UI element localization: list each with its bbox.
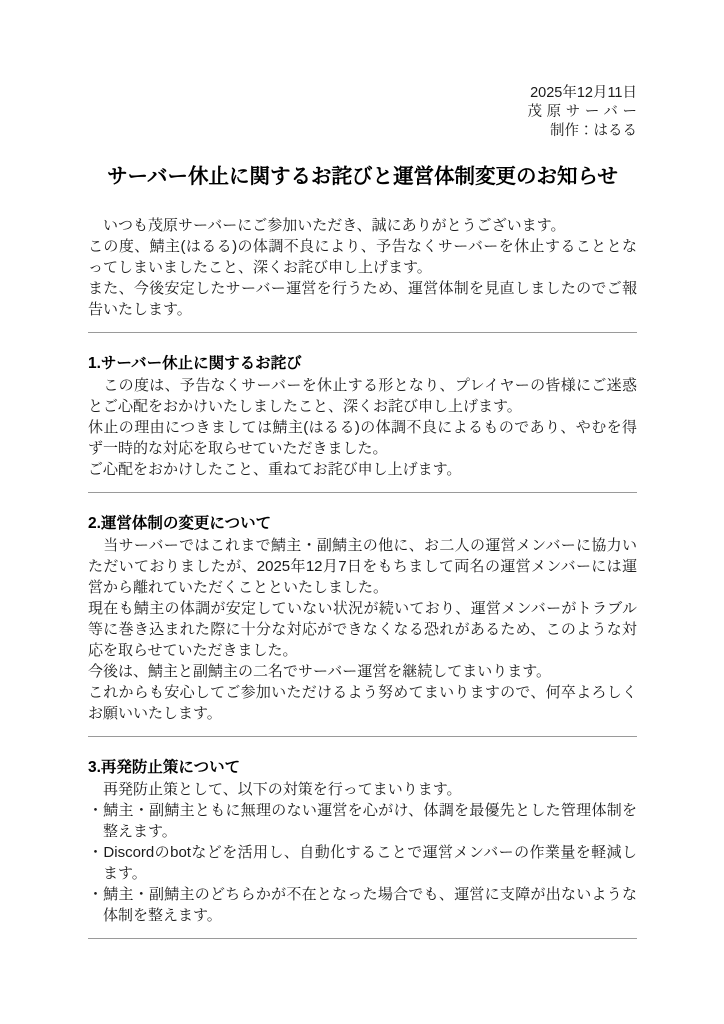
bullet-item: ・Discordのbotなどを活用し、自動化することで運営メンバーの作業量を軽減します。: [88, 844, 637, 882]
section-2-heading: 2.運営体制の変更について: [88, 515, 272, 532]
intro-paragraph: また、今後安定したサーバー運営を行うため、運営体制を見直しましたのでご報告いたします。: [88, 280, 637, 318]
bullet-item: ・鯖主・副鯖主のどちらかが不在となった場合でも、運営に支障が出ないような体制を整えます。: [88, 886, 637, 924]
paragraph: 休止の理由につきましては鯖主(はるる)の体調不良によるものであり、やむを得ず一時的な対応を取らせていただきました。: [88, 419, 637, 457]
server-name-text: 茂原サーバー: [527, 104, 642, 120]
section-management-change: [88, 513, 637, 724]
intro-section: [88, 215, 637, 320]
author-text: 制作：はるる: [550, 123, 637, 139]
section-divider: [88, 492, 637, 493]
paragraph: 現在も鯖主の体調が安定していない状況が続いており、運営メンバーがトラブル等に巻き込まれた際に十分な対応ができなくなる恐れがあるため、このような対応を取らせていただきました。: [88, 600, 637, 659]
paragraph: 今後は、鯖主と副鯖主の二名でサーバー運営を継続してまいります。: [88, 663, 552, 680]
intro-paragraph: いつも茂原サーバーにご参加いただき、誠にありがとうございます。: [88, 217, 566, 234]
section-apology: [88, 353, 637, 480]
section-divider: [88, 938, 637, 939]
paragraph: これからも安心してご参加いただけるよう努めてまいりますので、何卒よろしくお願いいたします。: [88, 684, 637, 722]
date-text: 2025年12月11日: [530, 85, 637, 101]
section-divider: [88, 736, 637, 737]
section-prevention-measures: [88, 757, 637, 926]
paragraph: 当サーバーではこれまで鯖主・副鯖主の他に、お二人の運営メンバーに協力いただいておりましたが、2025年12月7日をもちまして両名の運営メンバーには運営から離れていただくことといたしました。: [88, 537, 637, 596]
bullet-item: ・鯖主・副鯖主ともに無理のない運営を心がけ、体調を最優先とした管理体制を整えます。: [88, 802, 637, 840]
section-1-heading: 1.サーバー休止に関するお詫び: [88, 355, 302, 372]
paragraph: ご心配をおかけしたこと、重ねてお詫び申し上げます。: [88, 461, 462, 478]
section-3-heading: 3.再発防止策について: [88, 759, 241, 776]
paragraph: 再発防止策として、以下の対策を行ってまいります。: [88, 781, 462, 798]
intro-paragraph: この度、鯖主(はるる)の体調不良により、予告なくサーバーを休止することとなってしまいましたこと、深くお詫び申し上げます。: [88, 238, 637, 276]
section-divider: [88, 332, 637, 333]
document-header: [88, 0, 642, 141]
paragraph: この度は、予告なくサーバーを休止する形となり、プレイヤーの皆様にご迷惑とご心配をおかけいたしましたこと、深くお詫び申し上げます。: [88, 377, 637, 415]
page-title: サーバー休止に関するお詫びと運営体制変更のお知らせ: [107, 165, 618, 188]
